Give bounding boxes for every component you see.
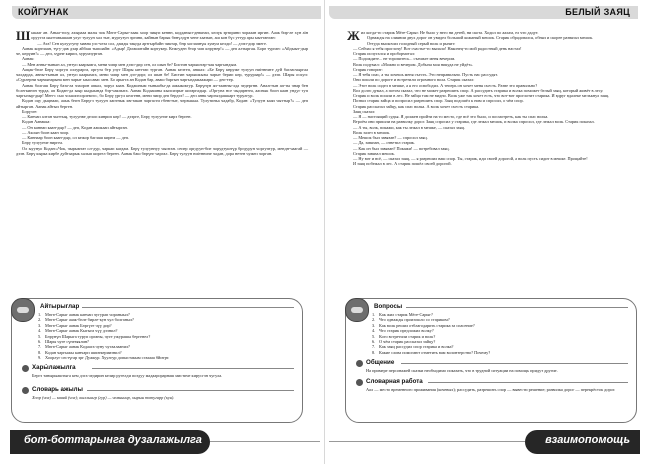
question-text: Как жил старик Мёге-Сарыг?	[379, 312, 433, 317]
question-number: 2.	[38, 317, 42, 323]
story-paragraph: Старик и волк пошли в лес. Не зайца там не видно. Волк уже так хочет есть, что вот-вот проглотит старика. И вдруг вдалеке мелькнул заяц.	[353, 93, 610, 98]
story-paragraph: Бөрү тулуунче ниргеа.	[22, 140, 64, 146]
right-questions-title: Вопросы	[374, 303, 403, 310]
story-paragraph: — Мешок был завязан? — спросил заяц.	[353, 135, 428, 140]
story-paragraph: Волк залез в мешок.	[353, 129, 391, 135]
story-paragraph: Ол ыуунуо Кодан:«Чок, чырымтат ол-дур, чаркап кагдам. Бөрү тулууннуу чыптан. сепер оргдуун-бпе чорудтуштүр бргдурун чоргуптур, мендн-чаагай — дээн. Бөрү кырка кирбе дуйтаарык халып киргел берген. Аанак баш бөрүнг чаргал. Бөрү тулуун ниітнниче чадан, дора нетен чужеп чорган.	[16, 145, 308, 156]
story-paragraph: Старик испугался и пробормотал:	[353, 51, 416, 56]
story-paragraph: — Ата! Сен кулуугуну мавна улс-чеза сол, дамды таңгда артгырбайн чиктар, бнр хоглапнүы хумум келди! — дээп-дир эмеге.	[37, 40, 267, 46]
question-number: 7.	[372, 344, 376, 350]
story-paragraph: Аанак болгаш Бөрү база-ла чзаорон апкал, чорул каан. Кодашным тыныабы-да аакыкоктур. Бөрүнүн ап-таанны-лда чедергнн. Аналгтын ап-ты чнар бен бслегкинэн турда, ап Кодан-да ыыр кыдыында бэр-чакпыта. Аанак Кодаашны кыпсиэрыт кигаргадыр. «Оргуна нсе чыдарнтеа, ааснык боон каан ундуг туп чаргызыр-дыр! Мен-с сыо чсьшктоорлемгос, бо Бөрү үргул келгенн, мени чипр деп бердээ! — деп аннк чаргыздашкарт турулгур.	[16, 82, 308, 98]
pencil-icon	[356, 360, 363, 367]
question-text: О чём старик рассказал зайцу?	[379, 339, 436, 345]
story-paragraph: Борүзге:	[22, 108, 38, 114]
right-page-title: БЕЛЫЙ ЗАЯЦ	[565, 7, 630, 17]
question-number: 9.	[38, 355, 42, 361]
right-vocab-title: Словарная работа	[366, 378, 423, 385]
question-number: 8.	[372, 349, 376, 355]
story-paragraph: Старик рассказал зайцу, как спас волка. А волк хочет съесть старика.	[353, 103, 480, 109]
question-text: Шары чуге сүнезяялин?	[45, 339, 89, 345]
story-paragraph: — Аксын боон каан чоор.	[22, 129, 70, 135]
story-paragraph: — Канчап алтан чыттың, тулуунве делоп кинрип көр! — дээрге, Бөрү тулуунче кирэ берген.	[22, 114, 192, 119]
question-text: Мөгө-Сарыг ааак-бөле бирле-кун чул болганыл?	[45, 317, 134, 323]
story-paragraph-text: ыкааг ан. Аныа-тооу, ахырааа малы чок Мөгө-Сарыг-ааак хоор чиңги кеннн, кодданып-девкнап, хөпүк эртиринп чорааан иргин. Ааак бир-ле хүн аїн оруугга ыыттавышаан улуг тулуун хал тыт, мургузун эргинп, кайнын барык бөнүлдүн чене хаатын, аш кон бүс уттур ары ыыттанган:	[31, 30, 308, 41]
left-story-text	[16, 30, 308, 156]
story-paragraph: Аанак:	[22, 56, 35, 62]
story-paragraph: Заяц сказал:	[353, 108, 376, 114]
story-paragraph: — Я — настоящий судья. Я должен пройти на то место, где всё это было, и посмотреть, как ты спас волка.	[353, 114, 549, 119]
question-text: Мөгө-Сарыг аанак Бөргүге чүү дир?	[45, 322, 112, 328]
drop-cap: Ш	[16, 28, 31, 43]
story-paragraph: Втроём они пришли на развилку дорог. Заяц спросил у старика, где лежал мешок, и волка спросил, где лежал волк. Старик показал.	[353, 119, 595, 125]
book-icon	[22, 387, 29, 394]
story-paragraph: Однажды на слиянии двух дорог он увидел большой кожаный мешок. Старик обрадовался, обнял и скорее развязал мешок.	[366, 35, 594, 41]
story-paragraph: Аацак-бөле Бөрү чоргуп оллурарга, оргута бтр улуг Шары ынттап турган. Аанак келтеп, аншах: «Бе Бөрү кнруже тулуун ниітнните дуй багласчыргаа чалдарда, авны-тынын ал, унтуп каарымга, мени чипр мен дээ-дирг, ол шын бе! Бистин чарышкызы чарыт берип көр, турураар!» — дээп. Шары оскуп: «Сүрлерни чарчынарына мен чарыт ыыссавас мен. Бо арыгта ан Кодан бар, аваш баргын чаргыздажаажари — деп-тер.	[16, 66, 308, 83]
left-task-title: Хары́лажылга	[32, 364, 76, 371]
question-text: Кого встретили старик и волк?	[379, 333, 436, 339]
question-text: Бөрүнүн Шарыга туруп органы, чуге ужурашы бергенел?	[45, 333, 151, 339]
story-paragraph: — Подождите... не торопитесь... съешьте меня вечером.	[353, 56, 456, 62]
question-icon	[345, 298, 369, 322]
right-page	[325, 0, 650, 464]
story-paragraph: Волк подумал: «Можно и вечером. Добыча моя никуда не уйдёт».	[353, 61, 474, 67]
drop-cap: Ж	[347, 28, 360, 43]
story-paragraph: Кодан Аанакка:	[22, 119, 51, 125]
left-questions-title: Айтырыглар	[40, 303, 80, 310]
right-questions-list	[372, 312, 630, 355]
right-story-text	[347, 30, 637, 167]
left-vocab-title: Словарь ажылы	[32, 386, 83, 393]
story-paragraph: И заяц побежал в лес. А старик пошёл своей дорогой.	[353, 161, 452, 167]
story-paragraph: Старик завязал мешок.	[353, 150, 395, 156]
question-icon	[11, 298, 35, 322]
right-footer-banner	[525, 430, 640, 454]
story-paragraph-text: ил когда-то старик Мёге-Сарыг. Не было у него ни детей, ни скота. Ходил по аалам, ел что дадут.	[360, 30, 539, 35]
question-number: 5.	[38, 333, 42, 339]
question-number: 6.	[372, 339, 376, 345]
story-paragraph: Старик говорит:	[353, 66, 383, 72]
story-paragraph: — Он каннап каан-дыр? — деп, Кодан аашкаап айтырган.	[22, 124, 128, 130]
story-paragraph: — Мен анны-тынын ал, унтуп каарымга, мени чипр мен дээп-дир сен, ол шын бе? Бистин чарыштар-чая чаргындым.	[22, 61, 238, 67]
story-paragraph	[16, 30, 308, 41]
question-text: Хоорлуг сөстүгар эрг Дужкур. Хуулгур допыстакым сэзаааа бйитрт.	[45, 355, 170, 361]
left-footer-banner	[10, 430, 210, 454]
right-task-title: Общение	[366, 359, 395, 366]
left-vocab-text: Хоор (чох) — кавяй (чох); кыллыагр (гур) — чемнниир, хырын тотугарр (кун).	[32, 395, 175, 400]
right-vocab-text: Аал — место временного проживания (кочевых); рассудить, разрешить спор — вывести решение; развилка дорог — перекрёсток дорог.	[366, 387, 616, 392]
question-text: Что старик предложил волку?	[379, 328, 434, 334]
story-paragraph: Они пошли по дороге и встретили огромного вола. Старик сказал:	[353, 77, 475, 83]
question-item	[38, 355, 296, 360]
question-number: 1.	[372, 312, 376, 317]
question-text: Что однажды произошло со стариком?	[379, 317, 450, 323]
question-item	[372, 350, 630, 355]
question-number: 8.	[38, 349, 42, 355]
right-footer-rule	[329, 441, 525, 442]
right-task-rule	[401, 363, 628, 364]
question-text: Какие слова помогают отметить вам волонтерство? Почему?	[379, 349, 491, 355]
story-paragraph: — Как он был завязан? Покажи! — потребовал заяц.	[353, 145, 450, 151]
story-paragraph: — Да, завязан, — ответил старик.	[353, 140, 415, 146]
left-task-rule	[92, 368, 294, 369]
question-number: 7.	[38, 344, 42, 350]
story-paragraph: — А ты, волк, покажи, как ты лежал в мешке, — сказал заяц.	[353, 124, 465, 130]
right-vocab-rule	[428, 382, 628, 383]
story-paragraph: — Сейчас я тебя проглочу! Вот счастье-то выпало! Наконец-то мой радостный день настал!	[353, 45, 522, 51]
question-text: Мөгө-Сарыг аанак Кодаага чуну чугаалаанил?	[45, 344, 130, 350]
story-paragraph: Вол долго думал, а потом сказал, что не может разрешить спор. А рассудить старика и волка поможет белый заяц, который живёт в лесу.	[353, 87, 604, 93]
right-questions-rule	[406, 307, 628, 308]
story-paragraph: — Каннаар боон каан-дыр, ол кежор баглаш кирем — деп.	[22, 135, 130, 140]
question-text: Мөгө-Сарыг аанак Кыгыга чүү дээнил?	[45, 328, 118, 334]
story-paragraph: Оттуда выскочил голодный серый волк и рычит:	[366, 40, 456, 46]
left-vocab-rule	[87, 390, 294, 391]
question-number: 5.	[372, 333, 376, 339]
question-number: 3.	[38, 322, 42, 328]
question-text: Кодан чаргыжы канчарп шииткериизнил?	[45, 349, 122, 355]
right-exercise-box	[345, 298, 637, 423]
question-text: Как волк решил отблагодарить старика за спасение?	[379, 322, 475, 328]
pencil-icon	[22, 365, 29, 372]
question-number: 1.	[38, 312, 42, 317]
story-paragraph: Аанак кортпаан, түгу-дав дэар айбаш тыпшайн: «Адыр! Дагашитайн кортукер. Кежгуден бтор чип көрүнер!» — деп алтыргая. Борө турган: «Айдыыт-дыр че, көрүин!» — деп, хүрне кирип, хурумзуртан.	[16, 45, 308, 56]
left-exercise-box	[11, 298, 303, 423]
question-number: 3.	[372, 322, 376, 328]
story-paragraph: — Я тебя спас, а ты хочешь меня съесть. Это неправильно. Пусть нас рассудят.	[353, 72, 498, 77]
question-number: 4.	[38, 328, 42, 334]
story-paragraph: Кодан оцу дыцнаап, ааыь бнгн Бөрүгэ тулуун хаптнык хвгтакан чаргасти гбенгтыт, чөрзыкыа. Тулутиньа чадабр, Кодан: «Тулуун каап чыттыр?» — деп айтырган. Аанак айтып берген.	[16, 98, 308, 109]
left-task-text: Бергэ танырыаштыга кем дэга чедирин келир ругелди поздуу мадаарорарнаш мистиче кирусгэн чугула.	[32, 373, 223, 378]
right-task-text: На примере персонажей сказки необходимо показать, что в трудной ситуации на помощь придут другие.	[366, 368, 558, 373]
book-icon	[356, 379, 363, 386]
question-number: 6.	[38, 339, 42, 345]
right-footer-text: взаимопомощь	[545, 434, 630, 446]
left-questions-list	[38, 312, 296, 361]
question-number: 4.	[372, 328, 376, 334]
left-footer-rule	[210, 441, 320, 442]
left-questions-rule	[82, 307, 294, 308]
story-paragraph: — Ну вот и всё, — сказал заяц, — я разрешил ваш спор. Ты, старик, иди своей дорогой, а волк пусть сидит в мешке. Прощайте!	[353, 156, 588, 161]
question-text: Мөгө-Сарыг аанак канчап чугурап чораныыл?	[45, 312, 130, 317]
story-paragraph: — Этот волк сидел в мешке, а я его освободил. А теперь он хочет меня съесть. Разве это правильно?	[353, 82, 538, 88]
question-text: Как заяц рассудил спор старика и волка?	[379, 344, 454, 350]
left-footer-text: бот-боттарынга дузалажылга	[24, 434, 202, 446]
left-page-title: КОЙГУНАК	[18, 7, 69, 17]
story-paragraph: Позвал старик зайца и попросил разрешить спор. Заяц подошёл к ним и спросил, о чём спор.	[353, 98, 524, 104]
question-number: 2.	[372, 317, 376, 323]
